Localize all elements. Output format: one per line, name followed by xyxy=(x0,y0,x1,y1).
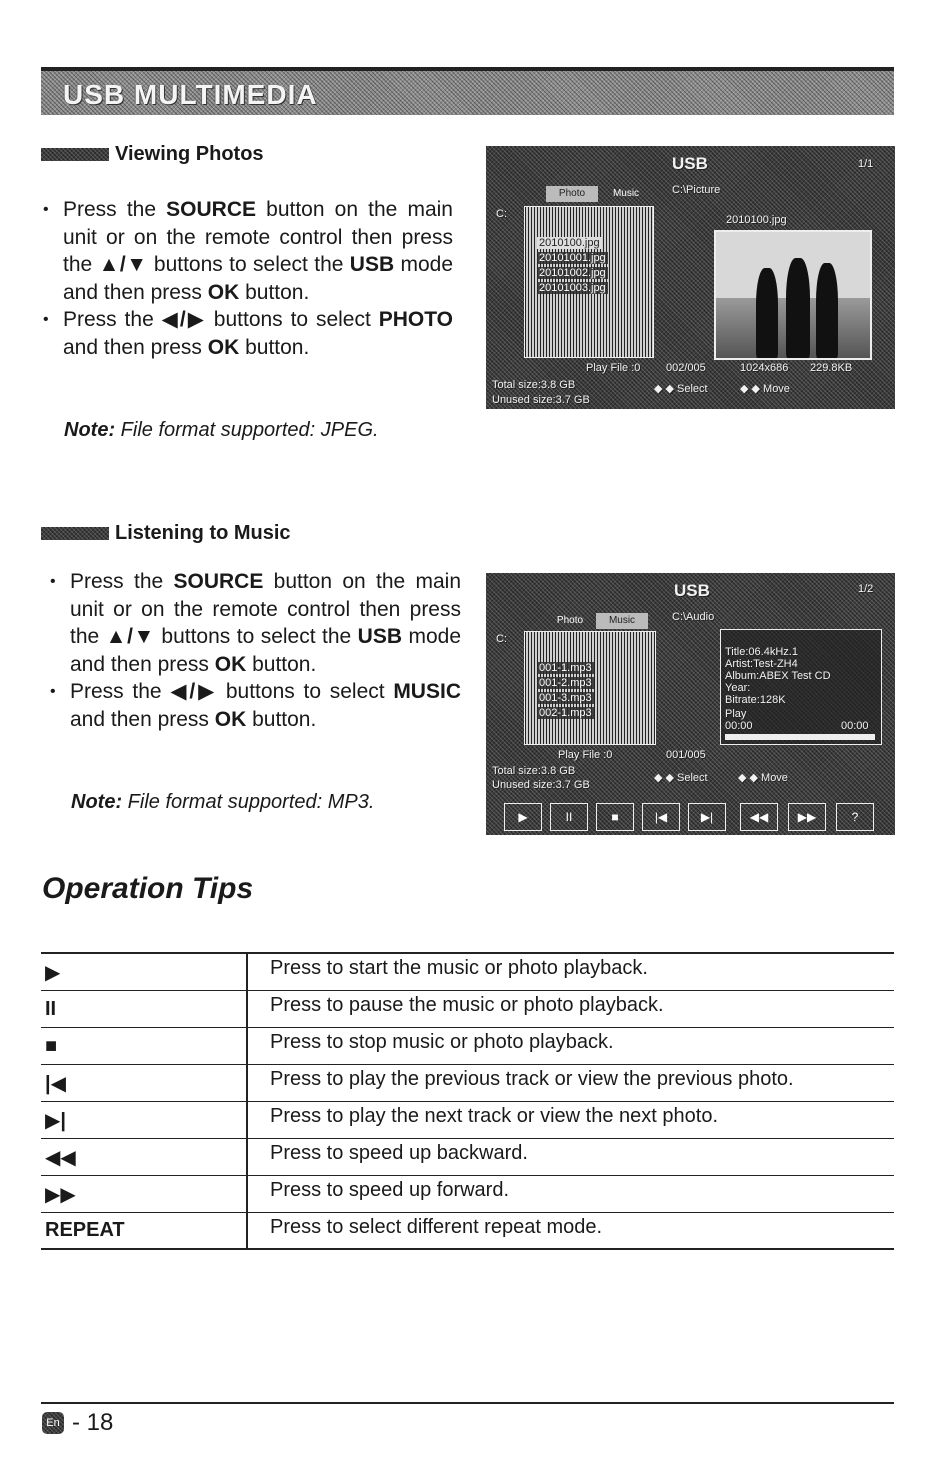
move-hint: ◆ ◆ Move xyxy=(740,383,790,395)
page-number xyxy=(42,1409,113,1437)
screen-path: C:\Picture xyxy=(672,184,721,196)
usb-music-screenshot xyxy=(486,573,895,835)
tip-description: Press to speed up backward. xyxy=(270,1142,528,1164)
info-title: Title:06.4kHz.1 xyxy=(725,646,798,658)
tip-description: Press to start the music or photo playback. xyxy=(270,957,648,979)
pause-control-icon: II xyxy=(550,803,588,831)
file-item: 20101001.jpg xyxy=(539,252,606,264)
time-end: 00:00 xyxy=(841,720,869,732)
stop-control-icon: ■ xyxy=(596,803,634,831)
info-artist: Artist:Test-ZH4 xyxy=(725,658,798,670)
heading-marker xyxy=(41,148,109,161)
help-control-icon: ? xyxy=(836,803,874,831)
photos-heading xyxy=(41,143,264,166)
screen-title: USB xyxy=(672,154,708,173)
file-list-panel xyxy=(524,206,654,358)
tip-key: ■ xyxy=(45,1034,58,1057)
tip-row xyxy=(41,991,894,1028)
music-info-panel xyxy=(720,629,882,745)
instruction-bullet: • Press the SOURCE button on the main unit or on the remote control then press the ▲/▼ buttons to select the USB mode and then press OK button. xyxy=(41,196,453,306)
screen-drive: C: xyxy=(496,208,507,220)
photo-filesize: 229.8KB xyxy=(810,362,853,374)
tip-row xyxy=(41,1213,894,1250)
page-number-text: - 18 xyxy=(72,1409,114,1436)
file-item: 20101003.jpg xyxy=(539,282,606,294)
tip-row xyxy=(41,1065,894,1102)
fast-forward-control-icon: ▶▶ xyxy=(788,803,826,831)
tip-key: ▶▶ xyxy=(45,1183,76,1206)
previous-control-icon: |◀ xyxy=(642,803,680,831)
instruction-bullet: • Press the ◀/▶ buttons to select PHOTO and then press OK button. xyxy=(41,306,453,361)
info-year: Year: xyxy=(725,682,751,694)
tip-key: ▶ xyxy=(45,961,61,984)
tip-description: Press to speed up forward. xyxy=(270,1179,510,1201)
tip-key: II xyxy=(45,997,57,1020)
tip-key: ▶| xyxy=(45,1109,66,1132)
unused-size: Unused size:3.7 GB xyxy=(492,394,590,406)
file-list-panel xyxy=(524,631,656,745)
section-title: USB MULTIMEDIA xyxy=(63,79,318,110)
tip-row xyxy=(41,954,894,991)
play-file: Play File :0 xyxy=(558,749,613,761)
column-divider xyxy=(246,1065,248,1101)
language-badge: En xyxy=(42,1412,64,1434)
select-hint: ◆ ◆ Select xyxy=(654,383,708,395)
tip-key: REPEAT xyxy=(45,1219,125,1241)
preview-filename: 2010100.jpg xyxy=(726,214,787,226)
instruction-bullet: • Press the SOURCE button on the main unit or on the remote control then press the ▲/▼ buttons to select the USB mode and then press OK button. xyxy=(48,568,461,678)
tab-music: Music xyxy=(612,188,640,199)
column-divider xyxy=(246,1139,248,1175)
column-divider xyxy=(246,991,248,1027)
usb-photo-screenshot xyxy=(486,146,895,409)
footer-rule xyxy=(41,1402,894,1404)
tip-row xyxy=(41,1176,894,1213)
file-item: 2010100.jpg xyxy=(539,237,600,249)
total-size: Total size:3.8 GB xyxy=(492,765,576,777)
photos-instructions xyxy=(41,196,453,361)
file-item: 001-1.mp3 xyxy=(539,662,592,674)
photo-preview xyxy=(714,230,872,360)
progress-bar xyxy=(725,734,875,740)
screen-page: 1/1 xyxy=(858,158,874,170)
heading-marker xyxy=(41,527,109,540)
screen-drive: C: xyxy=(496,633,507,645)
tip-description: Press to select different repeat mode. xyxy=(270,1216,603,1238)
time-start: 00:00 xyxy=(725,720,753,732)
info-bitrate: Bitrate:128K xyxy=(725,694,786,706)
operation-tips-table xyxy=(41,952,894,1250)
section-header-bar xyxy=(41,67,894,115)
file-count: 001/005 xyxy=(666,749,706,761)
tip-row xyxy=(41,1028,894,1065)
instruction-bullet: • Press the ◀/▶ buttons to select MUSIC and then press OK button. xyxy=(48,678,461,733)
photos-note: Note: File format supported: JPEG. xyxy=(64,419,379,441)
play-file: Play File :0 xyxy=(586,362,641,374)
move-hint: ◆ ◆ Move xyxy=(738,772,788,784)
tip-row xyxy=(41,1139,894,1176)
file-item: 001-3.mp3 xyxy=(539,692,592,704)
play-control-icon: ▶ xyxy=(504,803,542,831)
column-divider xyxy=(246,1102,248,1138)
tab-photo: Photo xyxy=(546,186,598,202)
screen-title: USB xyxy=(674,581,710,600)
file-item: 002-1.mp3 xyxy=(539,707,592,719)
column-divider xyxy=(246,1213,248,1248)
music-heading xyxy=(41,522,291,545)
music-note: Note: File format supported: MP3. xyxy=(71,791,375,813)
column-divider xyxy=(246,954,248,990)
info-album: Album:ABEX Test CD xyxy=(725,670,831,682)
unused-size: Unused size:3.7 GB xyxy=(492,779,590,791)
tab-photo: Photo xyxy=(556,615,584,626)
next-control-icon: ▶| xyxy=(688,803,726,831)
file-item: 20101002.jpg xyxy=(539,267,606,279)
music-instructions xyxy=(48,568,461,733)
file-count: 002/005 xyxy=(666,362,706,374)
photos-heading-text: Viewing Photos xyxy=(115,143,264,165)
column-divider xyxy=(246,1176,248,1212)
tip-description: Press to play the next track or view the next photo. xyxy=(270,1105,719,1127)
tip-key: |◀ xyxy=(45,1072,66,1095)
column-divider xyxy=(246,1028,248,1064)
select-hint: ◆ ◆ Select xyxy=(654,772,708,784)
tip-description: Press to stop music or photo playback. xyxy=(270,1031,614,1053)
operation-tips-title: Operation Tips xyxy=(42,872,254,905)
total-size: Total size:3.8 GB xyxy=(492,379,576,391)
tip-row xyxy=(41,1102,894,1139)
info-status: Play xyxy=(725,708,747,720)
screen-path: C:\Audio xyxy=(672,611,715,623)
music-heading-text: Listening to Music xyxy=(115,522,291,544)
rewind-control-icon: ◀◀ xyxy=(740,803,778,831)
screen-page: 1/2 xyxy=(858,583,874,595)
file-item: 001-2.mp3 xyxy=(539,677,592,689)
tip-description: Press to play the previous track or view the previous photo. xyxy=(270,1068,794,1090)
tab-music: Music xyxy=(596,613,648,629)
photo-resolution: 1024x686 xyxy=(740,362,789,374)
tip-key: ◀◀ xyxy=(45,1146,76,1169)
tip-description: Press to pause the music or photo playback. xyxy=(270,994,664,1016)
